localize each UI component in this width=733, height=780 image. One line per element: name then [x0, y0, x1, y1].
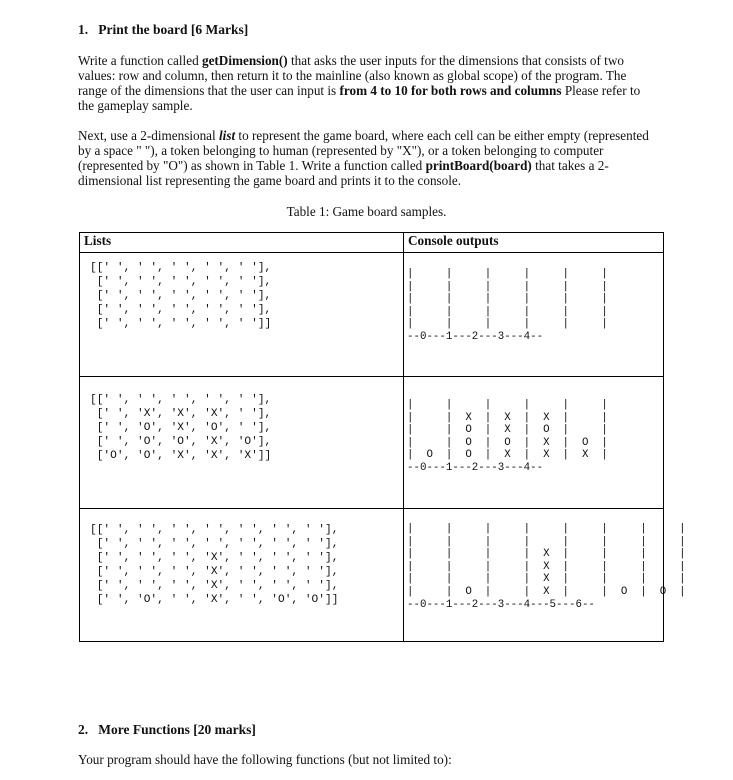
section-1-heading: 1. Print the board [6 Marks] [78, 22, 249, 37]
console-output: | | | | | | | | | | | | | | | | | | | | X | | | | | | | | X | | | | | | | | X | | | | | | O | | X | | O | O | --0---1---2---3---4---5---6-- [407, 523, 686, 611]
game-board-samples-table [79, 232, 686, 642]
section-2-intro: Your program should have the following functions (but not limited to): [78, 752, 452, 767]
list-cell [80, 253, 404, 377]
function-name-getdimension: getDimension() [201, 53, 288, 68]
function-name-printboard: printBoard(board) [425, 158, 532, 173]
output-cell [404, 253, 664, 377]
list-code: [[' ', ' ', ' ', ' ', ' '], [' ', ' ', ' ', ' ', ' '], [' ', ' ', ' ', ' ', ' '], [' ', ' ', ' ', ' ', ' '], [' ', ' ', ' ', ' ', ' ']] [90, 262, 272, 330]
list-cell [80, 509, 404, 642]
output-cell [404, 509, 686, 642]
list-cell [80, 377, 404, 509]
list-code: [[' ', ' ', ' ', ' ', ' ', ' ', ' '], [' ', ' ', ' ', ' ', ' ', ' ', ' '], [' ', ' ', ' ', 'X', ' ', ' ', ' '], [' ', ' ', ' ', 'X', ' ', ' ', ' '], [' ', ' ', ' ', 'X', ' ', ' ', ' '], [' ', 'O', ' ', 'X', ' ', 'O', 'O']] [90, 524, 339, 606]
table-caption: Table 1: Game board samples. [286, 204, 447, 219]
paragraph-print-board: Next, use a 2-dimensional list to represent the game board, where each cell can be either empty (represented by a space " "), a token belonging to human (represented by "X"), or a token belonging to computer (represented by "O") as shown in Table 1. Write a function called printBoard(board) that takes a 2-dimensional list representing the game board and prints it to the console. [78, 128, 649, 188]
paragraph-get-dimension: Write a function called getDimension() that asks the user inputs for the dimensions that consists of two values: row and column, then return it to the mainline (also known as global scope) of the program. The range of the dimensions that the user can input is from 4 to 10 for both rows and columns Please refer to the gameplay sample. [78, 53, 641, 113]
console-output: | | | | | | | | X | X | X | | | | O | X | O | | | | O | O | X | O | | O | O | X | X | X | --0---1---2---3---4-- [407, 399, 608, 474]
output-cell [404, 377, 664, 509]
table-header-row [80, 233, 664, 253]
console-output: | | | | | | | | | | | | | | | | | | | | | | | | | | | | | | --0---1---2---3---4-- [407, 268, 608, 343]
section-2-heading: 2. More Functions [20 marks] [78, 722, 256, 737]
dimension-range: from 4 to 10 for both rows and columns [339, 83, 562, 98]
term-list: list [219, 128, 236, 143]
column-header-lists: Lists [80, 233, 404, 253]
table-row [80, 509, 664, 642]
column-header-console-outputs: Console outputs [404, 233, 664, 253]
table-row [80, 253, 664, 377]
table-row [80, 377, 664, 509]
list-code: [[' ', ' ', ' ', ' ', ' '], [' ', 'X', 'X', 'X', ' '], [' ', 'O', 'X', 'O', ' '], [' ', 'O', 'O', 'X', 'O'], ['O', 'O', 'X', 'X', 'X']] [90, 394, 272, 462]
